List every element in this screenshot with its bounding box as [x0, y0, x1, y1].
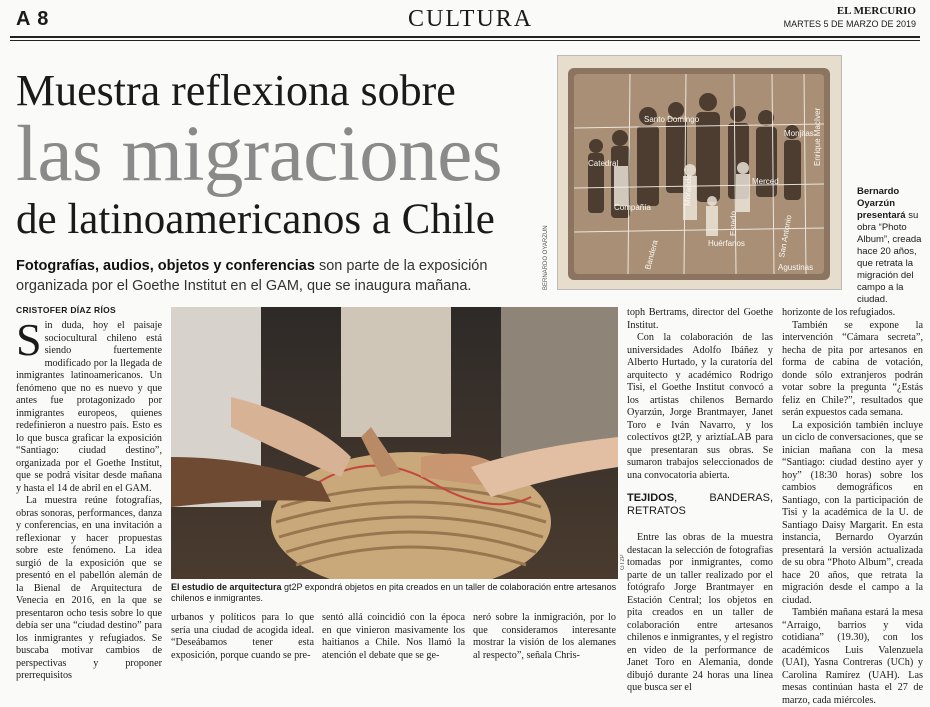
map-label: San Antonio: [777, 214, 794, 259]
body-column-5: [782, 307, 923, 707]
map-label: Compañía: [614, 203, 651, 212]
caption-rest: su obra “Photo Album”, creada hace 20 años, que retrata la migración del campo a la ciudad.: [857, 210, 922, 305]
map-label: Enrique MacIver: [813, 107, 822, 166]
map-label: Agustinas: [778, 263, 814, 272]
drop-cap: S: [16, 314, 42, 365]
map-label: Catedral: [588, 159, 619, 168]
body-column-3b: neró sobre la inmigración, por lo que consideramos interesante mostrar la visión de los alemanes al respecto”, señala Chris-: [473, 612, 616, 661]
header-rule: [10, 36, 920, 38]
weaving-illustration: [171, 307, 618, 579]
map-label: Huérfanos: [708, 239, 745, 248]
article-deck: [16, 256, 536, 296]
body-column-2: urbanos y políticos para lo que sería una ciudad de acogida ideal. “Deseábamos tener esta exposición, porque cuando se pre-: [171, 612, 314, 661]
paragraph: horizonte de los refugiados.: [782, 307, 896, 318]
header-rule-thin: [10, 40, 920, 41]
photo-credit-main: GT2P: [620, 554, 626, 570]
map-label: Estado: [729, 211, 738, 236]
subhead-bold: TEJIDOS: [627, 492, 675, 504]
body-column-1: [16, 314, 162, 683]
subheading: [627, 492, 773, 518]
caption-bold: Bernardo Oyarzún presentará: [857, 186, 906, 221]
map-label: Bandera: [643, 238, 660, 271]
paragraph: La exposición también incluye un ciclo de conversaciones, que se inician mañana con la mesa “Santiago: ciudad destino ayer y hoy” (18:30 horas) sobre los cambios demográficos en Santiago, con la participación de Tisi y la académica de la U. de Santiago Daisy Margarit. En esta instancia, Bernardo Oyarzún presentará la versión actualizada de su obra “Photo Album”, creada hace 20 años, que retrata la migración desde el campo a la ciudad.: [782, 419, 923, 606]
map-label: Merced: [752, 177, 779, 186]
headline-line-3: de latinoamericanos a Chile: [16, 196, 495, 243]
photo-main-caption: [171, 582, 618, 604]
page-number: A 8: [16, 8, 50, 30]
newspaper-brand: EL MERCURIO: [836, 5, 916, 17]
map-label: Morandé: [683, 174, 694, 207]
photo-credit-top: BERNARDO OYARZÚN: [543, 225, 549, 290]
paragraph: Entre las obras de la muestra destacan la selección de fotografías tomadas por inmigrantes, como parte de un taller realizado por el fotógrafo Jorge Brantmayer en Estación Central; los objetos en pita creados en un taller de colaboración entre artesanos chilenos e inmigrantes, y el registro en video de la performance de Janet Toro en Alemania, donde dibujó durante 24 horas una línea que busca ser el: [627, 532, 773, 693]
deck-bold: Fotografías, audios, objetos y conferencias: [16, 258, 315, 274]
photo-album-image: [557, 55, 842, 290]
headline-line-2: las migraciones: [16, 111, 503, 198]
deck-rest: son parte de la exposición organizada por el Goethe Institut en el GAM, que se inaugura mañana.: [16, 258, 488, 294]
byline: CRISTOFER DÍAZ RÍOS: [16, 305, 116, 315]
map-label: Monjitas: [784, 129, 814, 138]
caption-bold: El estudio de arquitectura: [171, 582, 282, 592]
section-title: CULTURA: [408, 6, 534, 32]
headline-line-1: Muestra reflexiona sobre: [16, 66, 456, 115]
paragraph: También mañana estará la mesa “Arraigo, barrios y vida cotidiana” (19.30), con los académicos Luis Valenzuela (UAI), Yasna Contreras (UCh) y Carolina Ramírez (UAH). Las mesas continúan hasta el 27 de marzo, cada miércoles.: [782, 607, 923, 706]
caption-rest: gt2P expondrá objetos en pita creados en un taller de colaboración entre artesanos chilenos e inmigrantes.: [171, 582, 617, 603]
map-label: Santo Domingo: [644, 115, 700, 124]
paragraph: Con la colaboración de las universidades Adolfo Ibáñez y Alberto Hurtado, y la curatoría del arquitecto y académico Rodrigo Tisi, el Goethe Institut convocó a los artistas chilenos Bernardo Oyarzún, Jorge Brantmayer, Janet Toro e Iván Navarro, y los colectivos gt2P, y ariztíaLAB para que presentaran sus obras. Se sumaron trabajos seleccionados de una convocatoria abierta.: [627, 332, 773, 481]
photo-album-illustration: [558, 56, 841, 289]
paragraph: toph Bertrams, director del Goethe Institut.: [627, 307, 773, 331]
issue-date: MARTES 5 DE MARZO DE 2019: [783, 19, 916, 29]
paragraph: in duda, hoy el paisaje sociocultural chileno está siendo fuertemente modificado por la llegada de inmigrantes latinoamericanos. Un fenómeno que no es nuevo y que antes fue protagonizado por inmigrantes europeos, quienes redefinieron a nuestro país. Esto es lo que busca graficar la exposición “Santiago: ciudad destino”, organizada por el Goethe Institut, que se podrá visitar desde mañana y hasta el 14 de abril en el GAM.: [16, 320, 162, 494]
body-column-4: [627, 307, 773, 695]
hands-weaving-photo: [171, 307, 618, 579]
photo-top-caption: [857, 186, 923, 306]
body-column-3: sentó allá coincidió con la época en que vinieron masivamente los haitianos a Chile. Nos llamó la atención el debate que se ge-: [322, 612, 465, 661]
paragraph: También se expone la intervención “Cámara secreta”, hecha de pita por artesanos en forma de cabina de votación, donde sólo extranjeros podrán votar sobre la pregunta “¿Estás feliz en Chile?”, resultados que serán expuestos cada semana.: [782, 319, 923, 418]
subhead-rest: , BANDERAS, RETRATOS: [627, 492, 773, 517]
paragraph: La muestra reúne fotografías, obras sonoras, performances, danza y conferencias, en una invitación a reflexionar y hacer propuestas sobre este fenómeno. La idea surgió de la exposición que se presentó en el pabellón alemán de la Bienal de Arquitectura de Venecia en 2016, en la que se presentaron ocho tesis sobre lo que debía ser una “ciudad destino” para los inmigrantes y refugiados. Se buscaba motivar cambios de perspectivas y proponer prerrequisitos: [16, 495, 162, 681]
